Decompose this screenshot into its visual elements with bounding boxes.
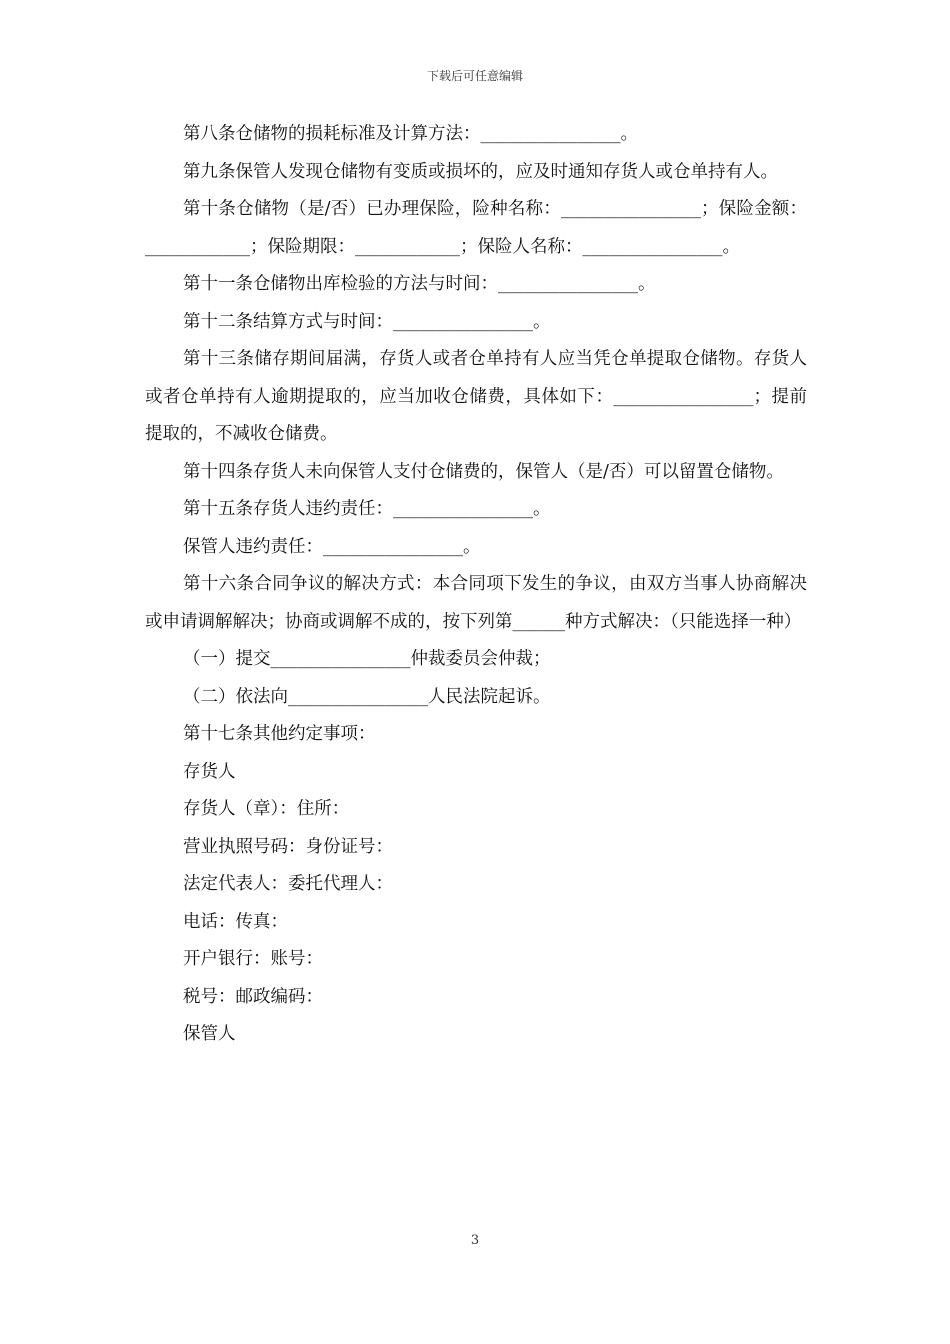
clause-12: 第十二条结算方式与时间：________________。	[183, 311, 551, 332]
license-id-numbers: 营业执照号码：身份证号：	[183, 836, 393, 857]
custodian-heading: 保管人	[183, 1024, 236, 1044]
representative-agent: 法定代表人：委托代理人：	[183, 874, 393, 894]
page-header: 下载后可任意编辑	[426, 69, 523, 83]
clause-8: 第八条仓储物的损耗标准及计算方法：________________。	[183, 124, 638, 144]
document-body	[145, 116, 807, 1054]
page-number: 3	[470, 1233, 480, 1248]
phone-fax: 电话：传真：	[183, 911, 288, 932]
clause-13: 第十三条储存期间届满，存货人或者仓单持有人应当凭仓单提取仓储物。存货人或者仓单持有人逾期提取的，应当加收仓储费，具体如下：________________；提前提取的，不减收仓储费。	[145, 349, 807, 444]
clause-16: 第十六条合同争议的解决方式：本合同项下发生的争议，由双方当事人协商解决或申请调解解决；协商或调解不成的，按下列第______种方式解决：（只能选择一种）	[145, 574, 807, 632]
clause-15-depositor: 第十五条存货人违约责任：________________。	[183, 499, 551, 519]
clause-11: 第十一条仓储物出库检验的方法与时间：________________。	[183, 274, 656, 294]
bank-account: 开户银行：账号：	[183, 949, 323, 969]
clause-9: 第九条保管人发现仓储物有变质或损坏的，应及时通知存货人或仓单持有人。	[183, 161, 778, 182]
clause-16-option-1: （一）提交________________仲裁委员会仲裁；	[183, 649, 551, 669]
clause-10: 第十条仓储物（是/否）已办理保险，险种名称：________________；保险金额：____________；保险期限：____________；保险人名称：________________。	[145, 199, 807, 257]
depositor-seal-address: 存货人（章）：住所：	[183, 799, 350, 819]
depositor-heading: 存货人	[183, 761, 236, 782]
clause-17: 第十七条其他约定事项：	[183, 724, 376, 744]
tax-postal: 税号：邮政编码：	[183, 986, 323, 1007]
clause-15-custodian: 保管人违约责任：________________。	[183, 536, 481, 557]
clause-16-option-2: （二）依法向________________人民法院起诉。	[183, 686, 551, 707]
clause-14: 第十四条存货人未向保管人支付仓储费的，保管人（是/否）可以留置仓储物。	[183, 461, 784, 482]
